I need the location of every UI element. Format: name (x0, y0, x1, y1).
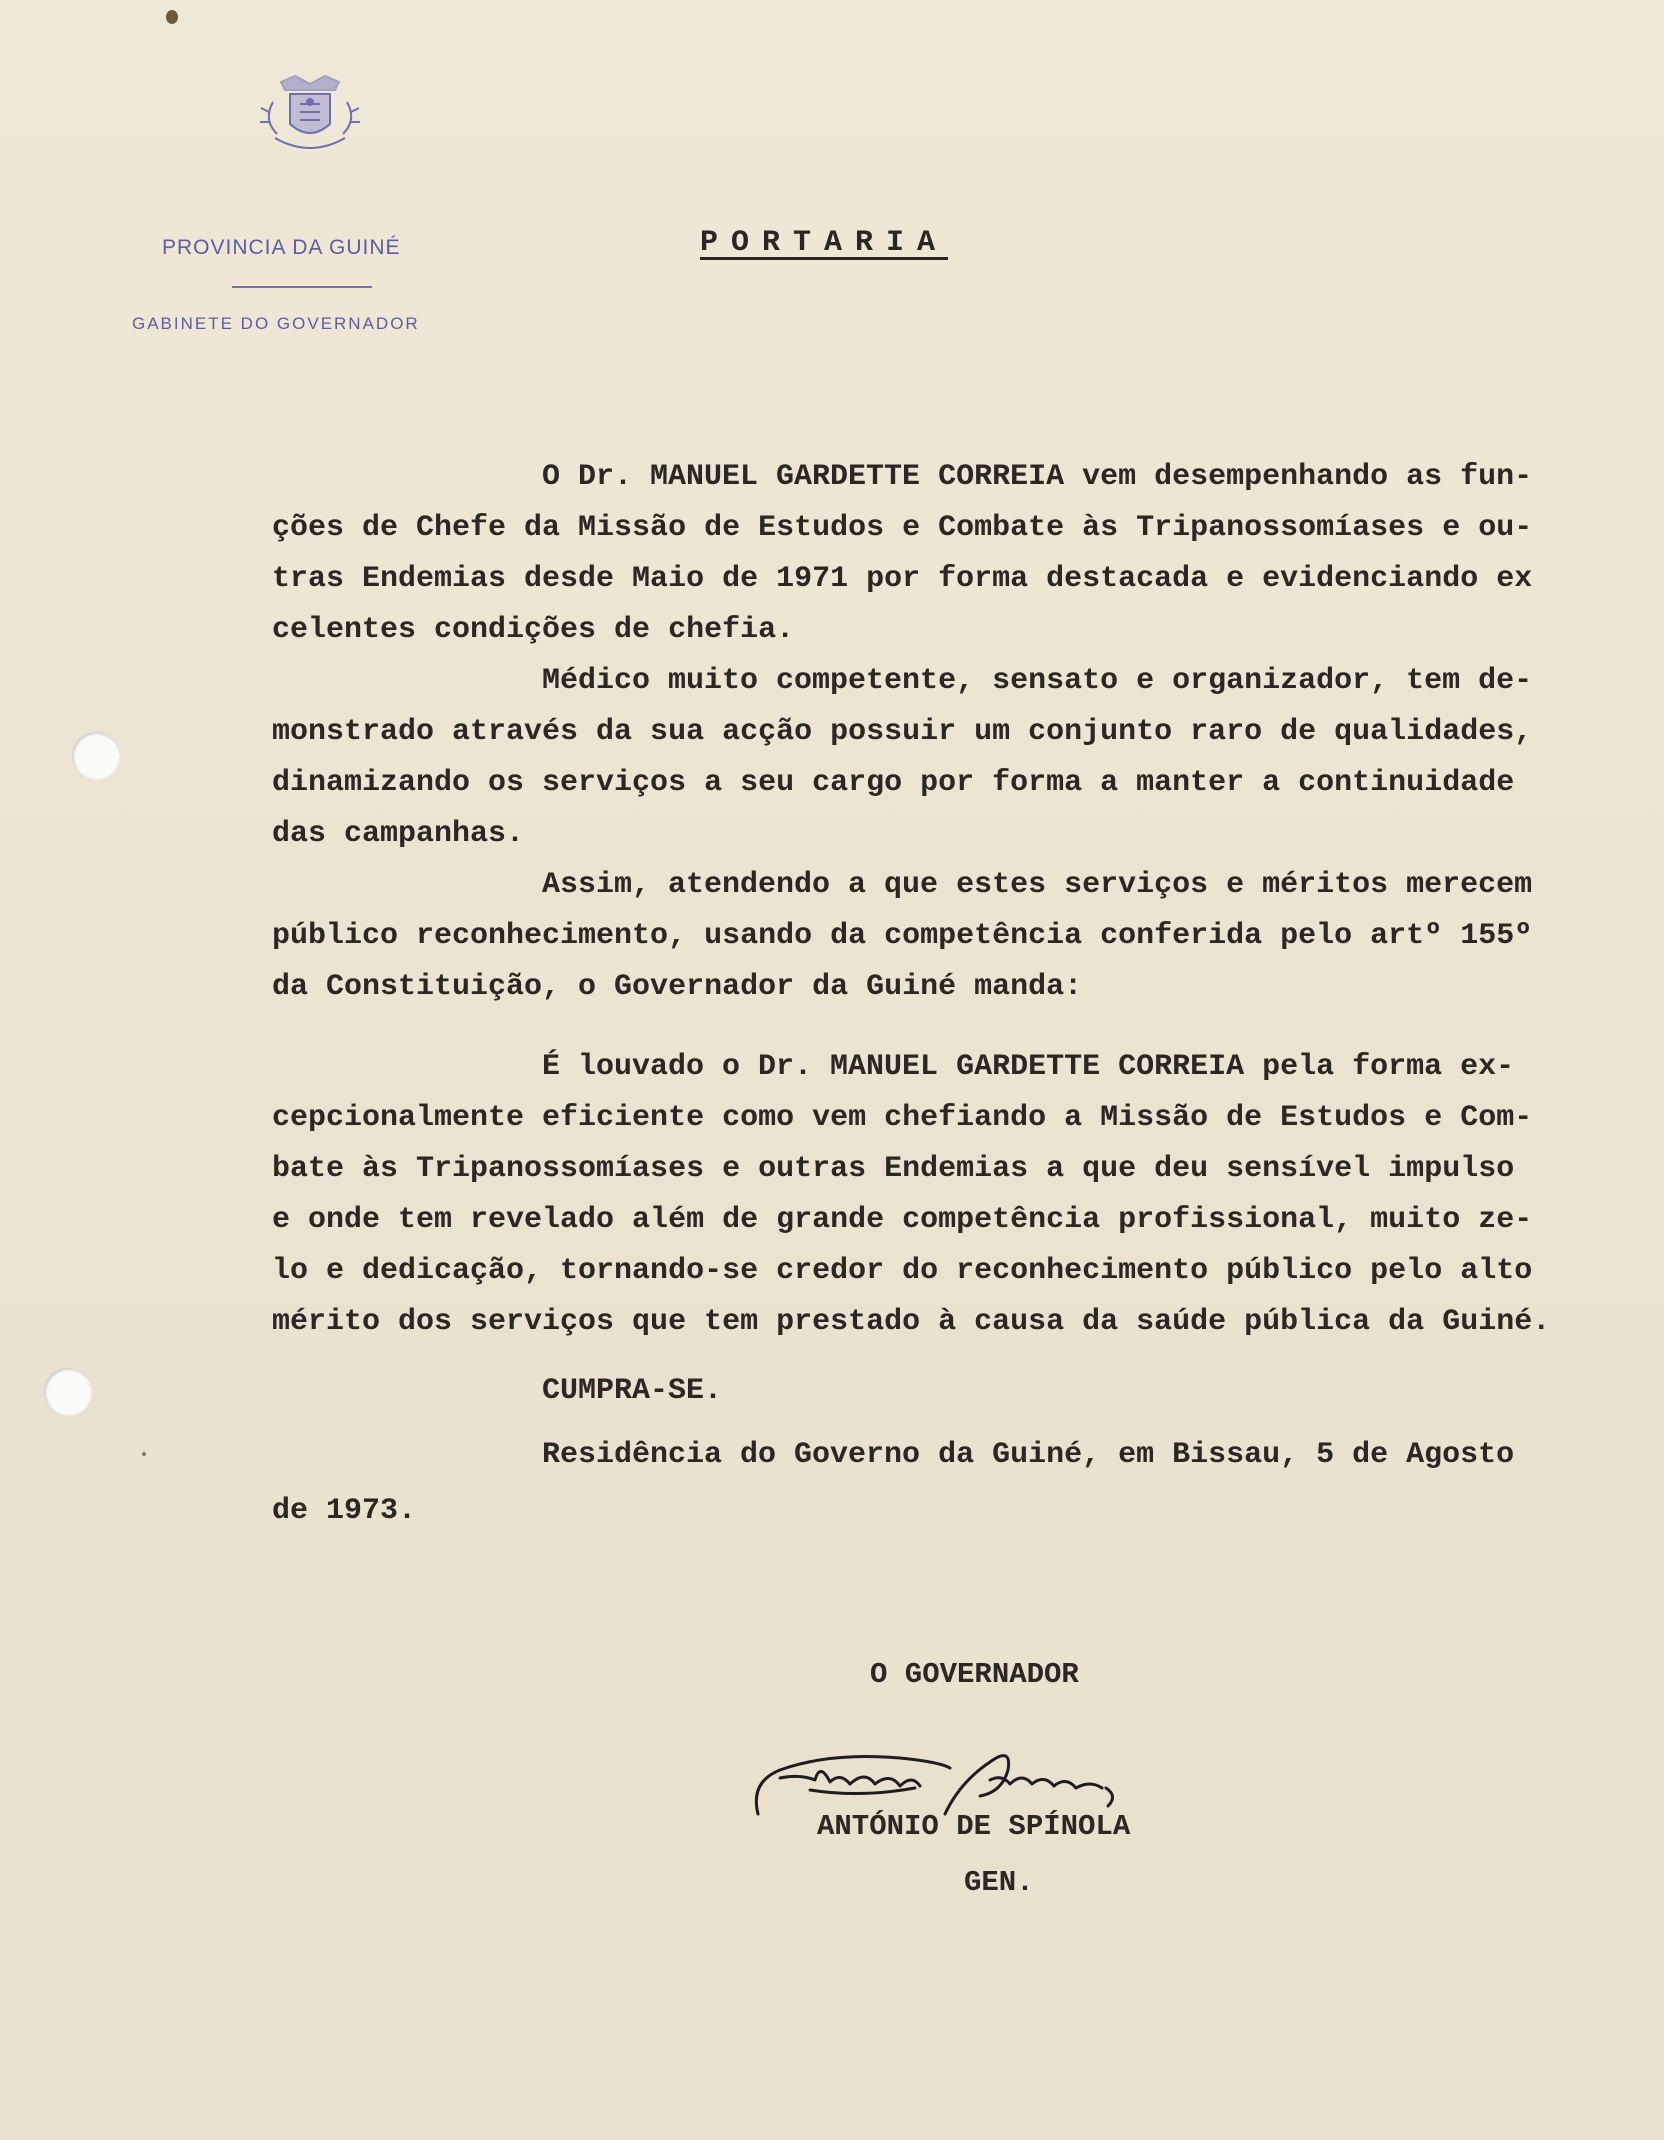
paragraph-line: público reconhecimento, usando da competência conferida pelo artº 155º (272, 919, 1533, 953)
punch-hole (72, 732, 120, 780)
place-date-line: Residência do Governo da Guiné, em Bissau, 5 de Agosto (542, 1438, 1515, 1472)
document-title: PORTARIA (700, 226, 949, 260)
pin-mark (166, 10, 178, 24)
paragraph-line: bate às Tripanossomíases e outras Endemias a que deu sensível impulso (272, 1152, 1515, 1186)
paragraph-line: Assim, atendendo a que estes serviços e méritos merecem (542, 868, 1533, 902)
paragraph-line: da Constituição, o Governador da Guiné manda: (272, 970, 1083, 1004)
paragraph-line: cepcionalmente eficiente como vem chefiando a Missão de Estudos e Com- (272, 1101, 1533, 1135)
signatory-rank: GEN. (964, 1866, 1034, 1899)
paragraph-line: tras Endemias desde Maio de 1971 por forma destacada e evidenciando ex (272, 562, 1533, 596)
paragraph-line: Médico muito competente, sensato e organizador, tem de- (542, 664, 1533, 698)
paragraph-line: dinamizando os serviços a seu cargo por forma a manter a continuidade (272, 766, 1515, 800)
paper-speck (142, 1452, 146, 1456)
coat-of-arms-stamp-icon (255, 72, 365, 160)
paragraph-line: ções de Chefe da Missão de Estudos e Combate às Tripanossomíases e ou- (272, 511, 1533, 545)
signatory-name: ANTÓNIO DE SPÍNOLA (817, 1810, 1131, 1843)
signatory-title: O GOVERNADOR (870, 1658, 1079, 1691)
paragraph-line: É louvado o Dr. MANUEL GARDETTE CORREIA pela forma ex- (542, 1050, 1515, 1084)
letterhead-province: PROVINCIA DA GUINÉ (162, 236, 401, 259)
paragraph-line: mérito dos serviços que tem prestado à causa da saúde pública da Guiné. (272, 1305, 1551, 1339)
paragraph-line: O Dr. MANUEL GARDETTE CORREIA vem desempenhando as fun- (542, 460, 1533, 494)
letterhead-divider (232, 286, 372, 288)
paragraph-line: lo e dedicação, tornando-se credor do reconhecimento público pelo alto (272, 1254, 1533, 1288)
cumpra-line: CUMPRA-SE. (542, 1374, 723, 1408)
paragraph-line: monstrado através da sua acção possuir um conjunto raro de qualidades, (272, 715, 1533, 749)
paragraph-line: e onde tem revelado além de grande competência profissional, muito ze- (272, 1203, 1533, 1237)
paragraph-line: celentes condições de chefia. (272, 613, 795, 647)
punch-hole (44, 1368, 92, 1416)
place-date-line: de 1973. (272, 1494, 417, 1528)
paragraph-line: das campanhas. (272, 817, 525, 851)
letterhead-office: GABINETE DO GOVERNADOR (132, 314, 420, 333)
